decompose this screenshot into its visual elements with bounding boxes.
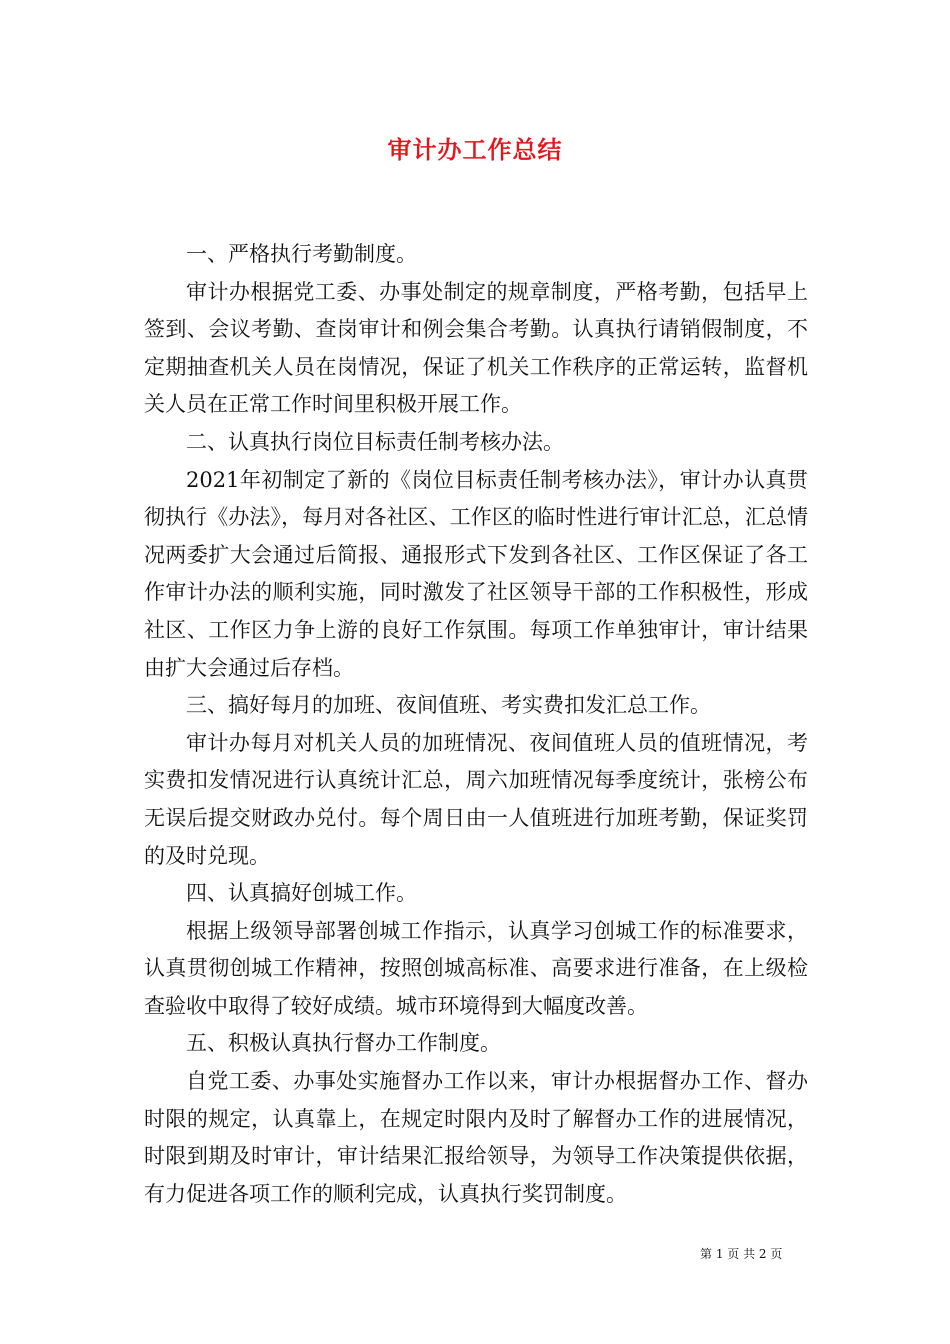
- section-paragraph-1: 审计办根据党工委、办事处制定的规章制度，严格考勤，包括早上签到、会议考勤、查岗审计和例会集合考勤。认真执行请销假制度，不定期抽查机关人员在岗情况，保证了机关工作秩序的正常运转，监督机关人员在正常工作时间里积极开展工作。: [144, 279, 808, 417]
- section-paragraph-2: 2021年初制定了新的《岗位目标责任制考核办法》，审计办认真贯彻执行《办法》，每月对各社区、工作区的临时性进行审计汇总，汇总情况两委扩大会通过后简报、通报形式下发到各社区、工作区保证了各工作审计办法的顺利实施，同时激发了社区领导干部的工作积极性，形成社区、工作区力争上游的良好工作氛围。每项工作单独审计，审计结果由扩大会通过后存档。: [144, 467, 808, 680]
- section-paragraph-3: 审计办每月对机关人员的加班情况、夜间值班人员的值班情况，考实费扣发情况进行认真统计汇总，周六加班情况每季度统计，张榜公布无误后提交财政办兑付。每个周日由一人值班进行加班考勤，保证奖罚的及时兑现。: [144, 730, 808, 868]
- document-title: 审计办工作总结: [387, 136, 563, 164]
- section-heading-5: 五、积极认真执行督办工作制度。: [186, 1031, 501, 1056]
- section-heading-1: 一、严格执行考勤制度。: [186, 242, 417, 266]
- section-heading-2: 二、认真执行岗位目标责任制考核办法。: [186, 429, 564, 454]
- section-paragraph-5: 自党工委、办事处实施督办工作以来，审计办根据督办工作、督办时限的规定，认真靠上，在规定时限内及时了解督办工作的进展情况，时限到期及时审计，审计结果汇报给领导，为领导工作决策提供依据，有力促进各项工作的顺利完成，认真执行奖罚制度。: [144, 1069, 808, 1206]
- document-body: [144, 236, 808, 1213]
- section-heading-3: 三、搞好每月的加班、夜间值班、考实费扣发汇总工作。: [186, 693, 711, 718]
- section-paragraph-4: 根据上级领导部署创城工作指示，认真学习创城工作的标准要求，认真贯彻创城工作精神，按照创城高标准、高要求进行准备，在上级检查验收中取得了较好成绩。城市环境得到大幅度改善。: [144, 918, 808, 1018]
- section-heading-4: 四、认真搞好创城工作。: [186, 881, 417, 906]
- page-number-footer: 第 1 页 共 2 页: [700, 1247, 783, 1261]
